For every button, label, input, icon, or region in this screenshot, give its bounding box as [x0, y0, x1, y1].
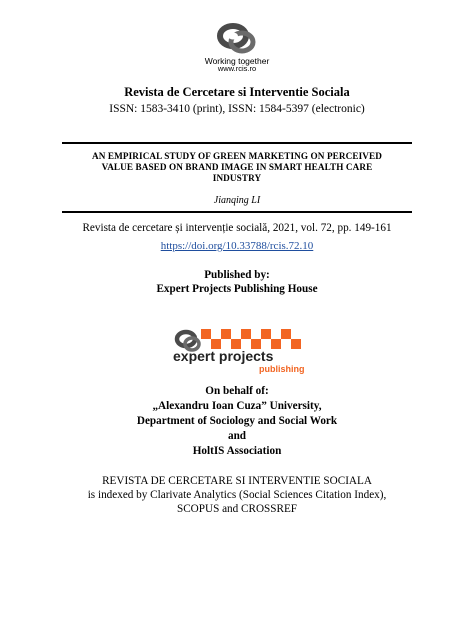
university-name: „Alexandru Ioan Cuza” University,	[152, 400, 322, 412]
expert-projects-logo-icon	[171, 327, 305, 377]
indexing-block	[0, 474, 474, 516]
article-title	[62, 151, 412, 184]
published-by-label: Published by:	[204, 269, 270, 281]
on-behalf-label: On behalf of:	[205, 385, 269, 397]
article-title-line: INDUSTRY	[212, 173, 262, 183]
indexing-journal-name: REVISTA DE CERCETARE SI INTERVENTIE SOCIALA	[102, 475, 372, 487]
logo-text-main: expert projects	[173, 348, 274, 364]
logo-text-sub: publishing	[259, 364, 305, 374]
article-author: Jianqing LI	[213, 195, 261, 206]
and-label: and	[227, 430, 247, 442]
department-name: Department of Sociology and Social Work	[136, 415, 338, 427]
issn-line: ISSN: 1583-3410 (print), ISSN: 1584-5397 (electronic)	[109, 103, 365, 115]
affiliation-block	[0, 384, 474, 459]
indexing-statement: is indexed by Clarivate Analytics (Social Sciences Citation Index),	[87, 489, 387, 501]
publisher-name: Expert Projects Publishing House	[156, 283, 318, 295]
indexing-databases: SCOPUS and CROSSREF	[177, 503, 297, 515]
bottom-divider	[62, 211, 412, 213]
article-title-line: AN EMPIRICAL STUDY OF GREEN MARKETING ON PERCEIVED	[92, 151, 382, 161]
rcis-logo-icon	[213, 20, 261, 60]
top-divider	[62, 142, 412, 144]
article-title-line: VALUE BASED ON BRAND IMAGE IN SMART HEALTH CARE	[101, 162, 373, 172]
logo-website: www.rcis.ro	[217, 64, 257, 73]
journal-title: Revista de Cercetare si Interventie Sociala	[124, 85, 350, 99]
logo-caption: Working together	[204, 56, 270, 66]
doi-link[interactable]: https://doi.org/10.33788/rcis.72.10	[160, 240, 314, 252]
association-name: HoltIS Association	[192, 445, 282, 457]
citation-line: Revista de cercetare și intervenție socială, 2021, vol. 72, pp. 149-161	[82, 222, 392, 234]
